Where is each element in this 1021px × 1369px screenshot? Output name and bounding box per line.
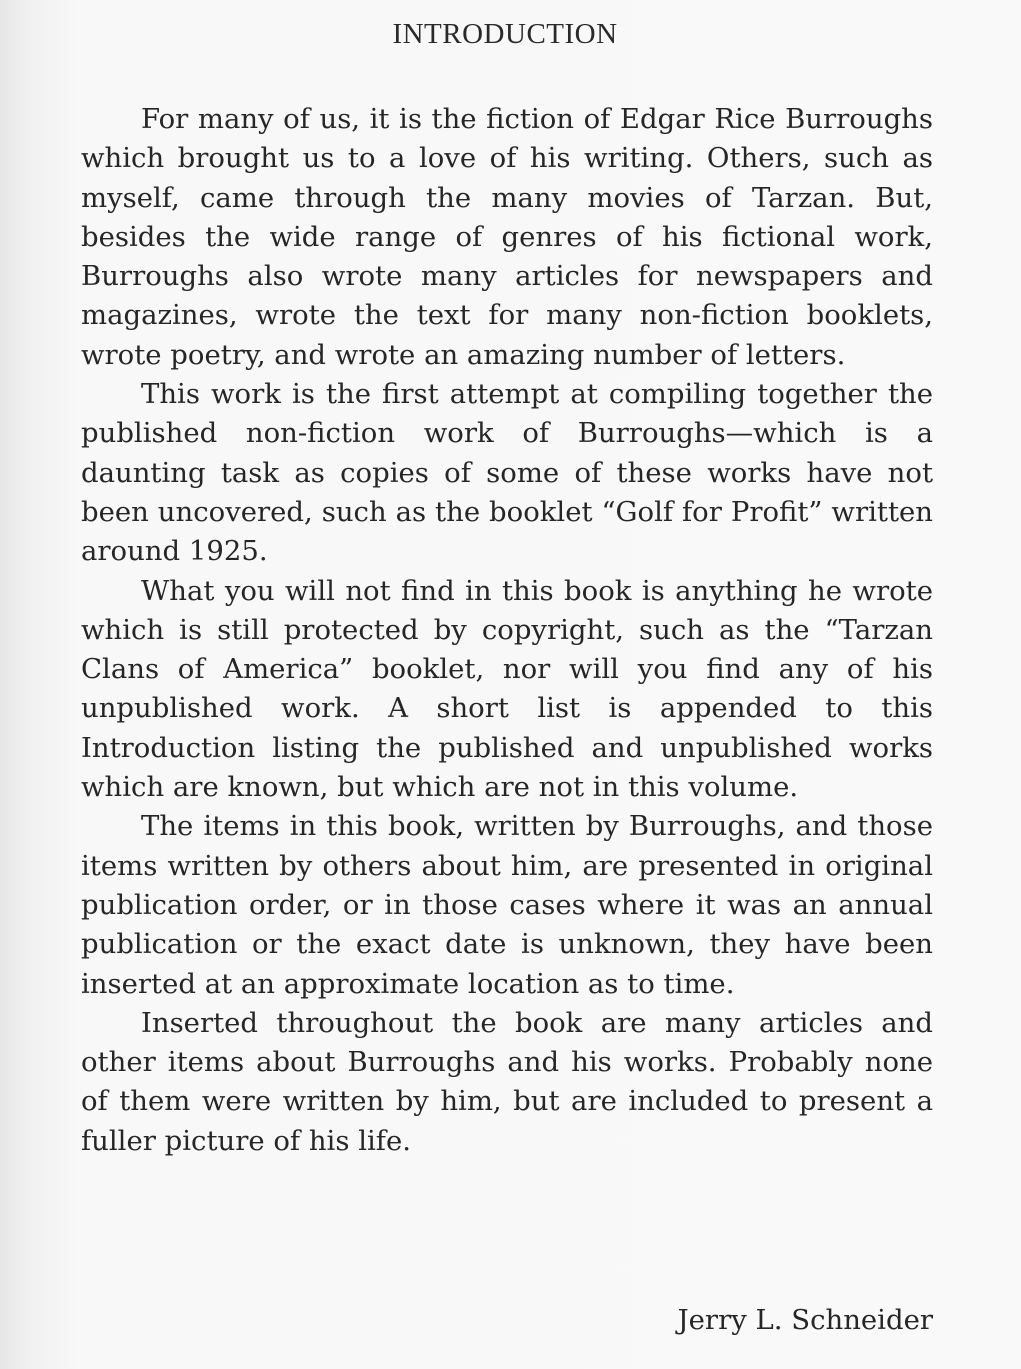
paragraph-1: For many of us, it is the fiction of Edgar Rice Burroughs which brought us to a love of his writing. Others, such as myself, came through the many movies of Tarzan. But, besides the wide range of genres of his fictional work, Burroughs also wrote many articles for newspapers and magazines, wrote the text for many non-fiction booklets, wrote poetry, and wrote an amazing number of letters. [81,103,933,371]
paragraph-3: What you will not find in this book is anything he wrote which is still protected by copyright, such as the “Tarzan Clans of America” booklet, nor will you find any of his unpublished work. A short list is appended to this Introduction listing the published and unpublished works which are known, but which are not in this volume. [81,574,933,804]
page-title: INTRODUCTION [392,18,618,50]
paragraph-4: The items in this book, written by Burroughs, and those items written by others about him, are presented in original publication order, or in those cases where it was an annual publication or the exact date is unknown, they have been inserted at an approximate location as to time. [81,810,933,1000]
author-signature: Jerry L. Schneider [677,1304,933,1336]
paragraph-2: This work is the first attempt at compiling together the published non-fiction work of Burroughs—which is a daunting task as copies of some of these works have not been uncovered, such as the booklet “Golf for Profit” written around 1925. [81,378,933,568]
introduction-body [81,100,933,1161]
paragraph-5: Inserted throughout the book are many articles and other items about Burroughs and his works. Probably none of them were written by him, but are included to present a fuller picture of his life. [81,1006,933,1157]
